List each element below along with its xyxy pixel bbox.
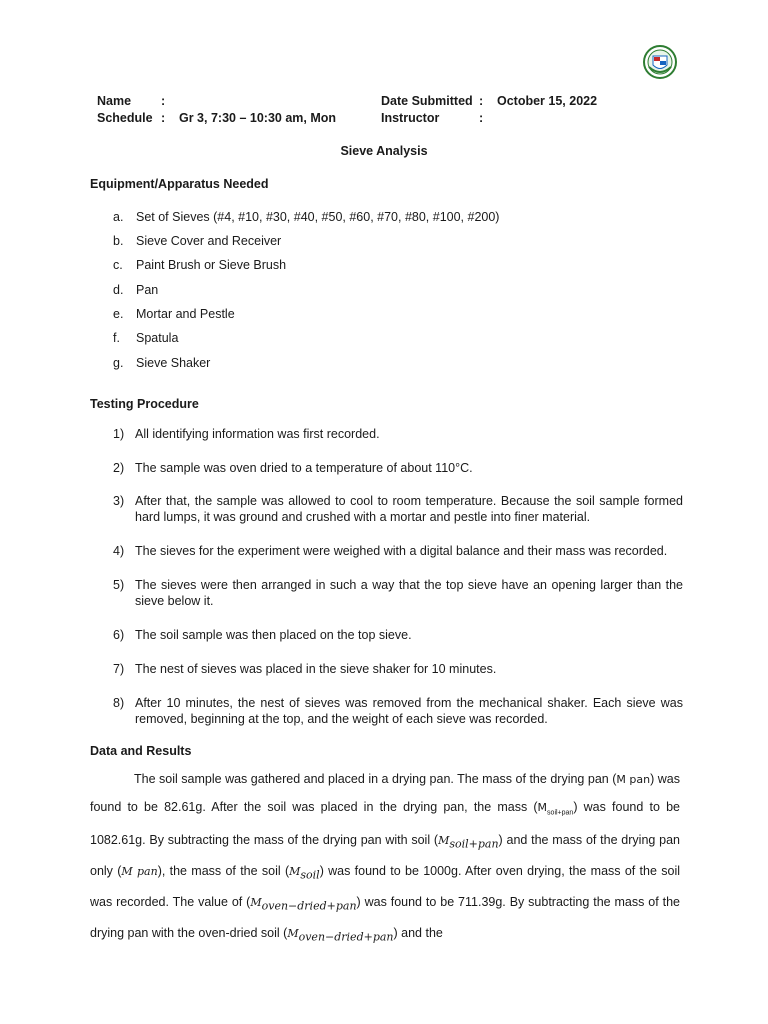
- list-item: d. Pan: [113, 283, 159, 297]
- date-submitted-colon: :: [479, 94, 484, 108]
- instructor-colon: :: [479, 111, 484, 125]
- list-item: e. Mortar and Pestle: [113, 307, 235, 321]
- results-heading: Data and Results: [90, 744, 192, 758]
- name-label: Name: [97, 94, 132, 108]
- schedule-label: Schedule: [97, 111, 153, 125]
- instructor-label: Instructor: [381, 111, 440, 125]
- procedure-step: 3) After that, the sample was allowed to cool to room temperature. Because the soil sample formed hard lumps, it was ground and crushed with a mortar and pestle into finer material.: [113, 494, 683, 524]
- date-submitted-label: Date Submitted: [381, 94, 473, 108]
- list-item: b. Sieve Cover and Receiver: [113, 234, 282, 248]
- list-item: g. Sieve Shaker: [113, 356, 211, 370]
- procedure-step: 5) The sieves were then arranged in such a way that the top sieve have an opening larger than the sieve below it.: [113, 578, 683, 608]
- procedure-heading: Testing Procedure: [90, 397, 199, 411]
- procedure-step: 1) All identifying information was first recorded.: [113, 427, 380, 441]
- procedure-step: 4) The sieves for the experiment were weighed with a digital balance and their mass was recorded.: [113, 544, 668, 558]
- list-item: a. Set of Sieves (#4, #10, #30, #40, #50, #60, #70, #80, #100, #200): [113, 210, 500, 224]
- schedule-colon: :: [161, 111, 166, 125]
- page-title: Sieve Analysis: [340, 144, 428, 158]
- procedure-step: 7) The nest of sieves was placed in the sieve shaker for 10 minutes.: [113, 662, 497, 676]
- procedure-step: 2) The sample was oven dried to a temperature of about 110°C.: [113, 461, 473, 475]
- procedure-step: 6) The soil sample was then placed on the top sieve.: [113, 628, 412, 642]
- schedule-value: Gr 3, 7:30 – 10:30 am, Mon: [179, 111, 337, 125]
- university-seal-icon: [643, 45, 677, 79]
- results-paragraph: The soil sample was gathered and placed in a drying pan. The mass of the drying pan (M pan) was found to be 82.61g. After the soil was placed in the drying pan, the mass $(M_{soil+pan})$ was found to be 1082.61g. By subtracting the mass of the drying pan with soil $(M_{soil+pan})$ and the mass of the drying pan only (M pan), the mass of the soil $(M_{soil})$ was found to be 1000g. After oven drying, the mass of the soil was recorded. The value of $(M_{oven-dried+pan})$ was found to be 711.39g. By subtracting the mass of the drying pan with the oven-dried soil $(M_{oven-dried+pan})$ and the: [90, 772, 680, 943]
- date-submitted-value: October 15, 2022: [497, 94, 598, 108]
- list-item: c. Paint Brush or Sieve Brush: [113, 258, 287, 272]
- equipment-heading: Equipment/Apparatus Needed: [90, 177, 269, 191]
- name-colon: :: [161, 94, 166, 108]
- procedure-step: 8) After 10 minutes, the nest of sieves was removed from the mechanical shaker. Each sieve was removed, beginning at the top, and the weight of each sieve was recorded.: [113, 696, 683, 726]
- list-item: f. Spatula: [113, 331, 179, 345]
